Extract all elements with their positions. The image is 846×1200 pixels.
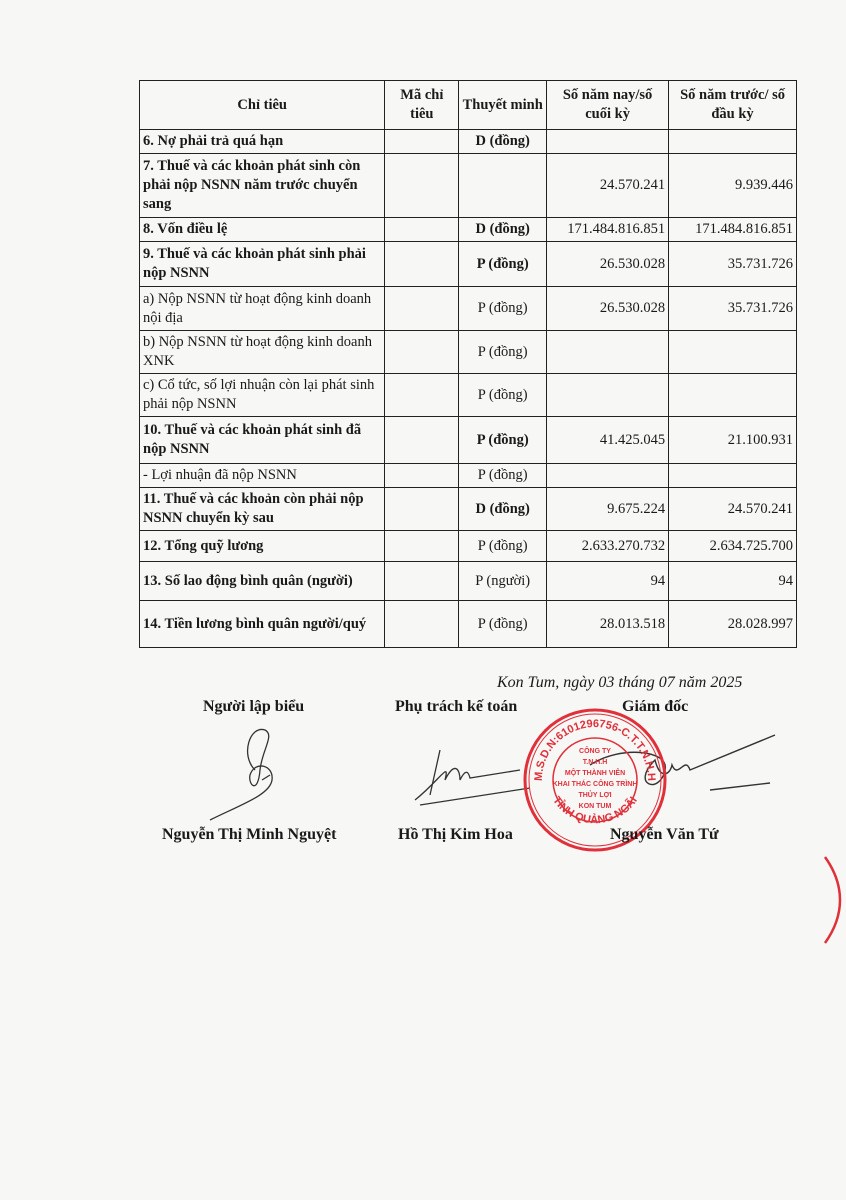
header-indicator: Chỉ tiêu	[140, 81, 385, 130]
current-value-cell: 9.675.224	[547, 488, 669, 531]
indicator-cell: 10. Thuế và các khoản phát sinh đã nộp NSNN	[140, 417, 385, 464]
name-preparer: Nguyễn Thị Minh Nguyệt	[162, 826, 337, 843]
indicator-cell: 12. Tổng quỹ lương	[140, 531, 385, 562]
note-cell: P (đồng)	[459, 601, 547, 648]
header-code: Mã chỉ tiêu	[385, 81, 459, 130]
previous-value-cell	[669, 464, 797, 488]
indicator-cell: c) Cổ tức, số lợi nhuận còn lại phát sinh phải nộp NSNN	[140, 374, 385, 417]
note-cell: P (đồng)	[459, 242, 547, 287]
note-cell: D (đồng)	[459, 218, 547, 242]
code-cell	[385, 130, 459, 154]
current-value-cell: 2.633.270.732	[547, 531, 669, 562]
indicator-cell: a) Nộp NSNN từ hoạt động kinh doanh nội địa	[140, 287, 385, 331]
previous-value-cell	[669, 130, 797, 154]
current-value-cell: 94	[547, 562, 669, 601]
previous-value-cell	[669, 374, 797, 417]
code-cell	[385, 488, 459, 531]
current-value-cell: 171.484.816.851	[547, 218, 669, 242]
table-row	[140, 218, 797, 242]
table-row	[140, 601, 797, 648]
previous-value-cell: 35.731.726	[669, 287, 797, 331]
note-cell: P (đồng)	[459, 374, 547, 417]
role-director: Giám đốc	[622, 698, 689, 715]
table-row	[140, 531, 797, 562]
note-cell: D (đồng)	[459, 130, 547, 154]
name-accountant: Hồ Thị Kim Hoa	[398, 826, 513, 843]
code-cell	[385, 242, 459, 287]
note-cell: P (đồng)	[459, 417, 547, 464]
role-accountant: Phụ trách kế toán	[395, 698, 518, 715]
note-cell: P (đồng)	[459, 464, 547, 488]
indicator-cell: 6. Nợ phải trả quá hạn	[140, 130, 385, 154]
indicator-cell: 13. Số lao động bình quân (người)	[140, 562, 385, 601]
indicator-cell: 14. Tiền lương bình quân người/quý	[140, 601, 385, 648]
financial-indicators-table	[139, 80, 797, 648]
code-cell	[385, 218, 459, 242]
current-value-cell	[547, 331, 669, 374]
svg-text:TỈNH QUẢNG NGÃI: TỈNH QUẢNG NGÃI	[550, 794, 640, 827]
table-row	[140, 130, 797, 154]
code-cell	[385, 464, 459, 488]
previous-value-cell: 171.484.816.851	[669, 218, 797, 242]
indicator-cell: 7. Thuế và các khoản phát sinh còn phải nộp NSNN năm trước chuyển sang	[140, 154, 385, 218]
header-note: Thuyết minh	[459, 81, 547, 130]
note-cell: P (đồng)	[459, 531, 547, 562]
header-previous: Số năm trước/ số đầu kỳ	[669, 81, 797, 130]
current-value-cell	[547, 464, 669, 488]
table-row	[140, 154, 797, 218]
note-cell	[459, 154, 547, 218]
indicator-cell: 9. Thuế và các khoản phát sinh phải nộp NSNN	[140, 242, 385, 287]
current-value-cell: 24.570.241	[547, 154, 669, 218]
stamp-center-line: THỦY LỢI	[578, 792, 612, 799]
current-value-cell: 26.530.028	[547, 287, 669, 331]
stamp-center-line: KHAI THÁC CÔNG TRÌNH	[552, 781, 638, 788]
table-row	[140, 374, 797, 417]
table-row	[140, 417, 797, 464]
previous-value-cell: 9.939.446	[669, 154, 797, 218]
partial-stamp-edge	[805, 855, 846, 945]
current-value-cell: 41.425.045	[547, 417, 669, 464]
stamp-center-line: T.N.H.H	[582, 759, 608, 766]
indicator-cell: b) Nộp NSNN từ hoạt động kinh doanh XNK	[140, 331, 385, 374]
indicator-cell: 11. Thuế và các khoản còn phải nộp NSNN chuyển kỳ sau	[140, 488, 385, 531]
stamp-center-line: CÔNG TY	[579, 748, 611, 755]
previous-value-cell: 21.100.931	[669, 417, 797, 464]
role-preparer: Người lập biểu	[203, 698, 305, 715]
current-value-cell: 26.530.028	[547, 242, 669, 287]
previous-value-cell: 35.731.726	[669, 242, 797, 287]
table-row	[140, 464, 797, 488]
table-row	[140, 488, 797, 531]
note-cell: P (người)	[459, 562, 547, 601]
table-row	[140, 562, 797, 601]
code-cell	[385, 287, 459, 331]
signature-preparer	[200, 725, 300, 825]
code-cell	[385, 562, 459, 601]
table-header-row	[140, 81, 797, 130]
table-row	[140, 331, 797, 374]
previous-value-cell: 94	[669, 562, 797, 601]
previous-value-cell: 24.570.241	[669, 488, 797, 531]
code-cell	[385, 601, 459, 648]
note-cell: D (đồng)	[459, 488, 547, 531]
previous-value-cell: 2.634.725.700	[669, 531, 797, 562]
current-value-cell	[547, 130, 669, 154]
note-cell: P (đồng)	[459, 331, 547, 374]
note-cell: P (đồng)	[459, 287, 547, 331]
previous-value-cell	[669, 331, 797, 374]
code-cell	[385, 154, 459, 218]
header-current: Số năm nay/số cuối kỳ	[547, 81, 669, 130]
indicator-cell: 8. Vốn điều lệ	[140, 218, 385, 242]
svg-text:M.S.D.N:6101296756-C.T.T.N.H.H: M.S.D.N:6101296756-C.T.T.N.H.H	[532, 717, 658, 782]
indicator-cell: - Lợi nhuận đã nộp NSNN	[140, 464, 385, 488]
table-row	[140, 287, 797, 331]
code-cell	[385, 374, 459, 417]
code-cell	[385, 331, 459, 374]
code-cell	[385, 531, 459, 562]
name-director: Nguyễn Văn Tứ	[610, 826, 719, 843]
place-date: Kon Tum, ngày 03 tháng 07 năm 2025	[497, 674, 743, 691]
code-cell	[385, 417, 459, 464]
current-value-cell: 28.013.518	[547, 601, 669, 648]
current-value-cell	[547, 374, 669, 417]
stamp-center-line: MỘT THÀNH VIÊN	[564, 770, 626, 777]
table-row	[140, 242, 797, 287]
previous-value-cell: 28.028.997	[669, 601, 797, 648]
stamp-center-line: KON TUM	[578, 803, 612, 810]
